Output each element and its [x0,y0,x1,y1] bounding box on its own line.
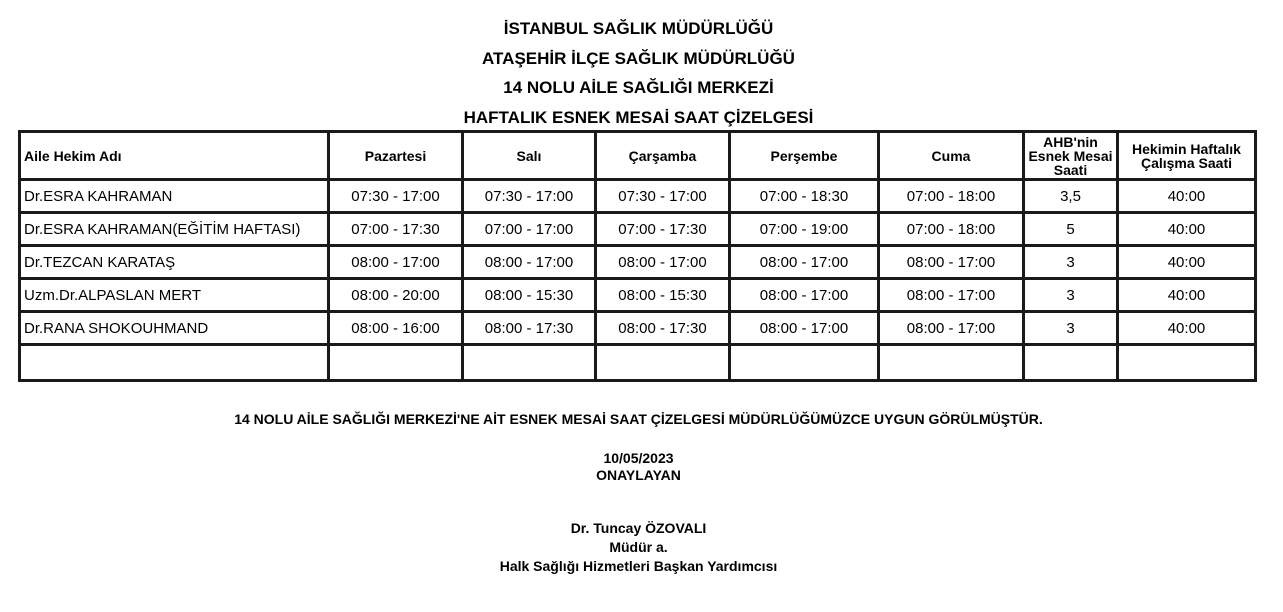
table-row [21,181,1254,214]
friday-hours-cell: 07:00 - 18:00 [880,181,1025,214]
tuesday-hours-cell: 07:00 - 17:00 [464,214,597,247]
thursday-hours-cell: 08:00 - 17:00 [731,280,880,313]
monday-hours-cell: 07:30 - 17:00 [330,181,464,214]
monday-hours-cell: 07:00 - 17:30 [330,214,464,247]
column-header-friday: Cuma [880,133,1025,181]
wednesday-hours-cell: 08:00 - 17:30 [597,313,731,346]
tuesday-hours-cell: 08:00 - 17:00 [464,247,597,280]
signer-position: Halk Sağlığı Hizmetleri Başkan Yardımcısı [499,558,778,574]
empty-cell [597,346,731,379]
empty-cell [731,346,880,379]
empty-cell [330,346,464,379]
column-header-weekly-hours: Hekimin Haftalık Çalışma Saati [1119,133,1254,181]
column-header-thursday: Perşembe [731,133,880,181]
document-header [0,14,1277,132]
column-header-doctor-name: Aile Hekim Adı [21,133,330,181]
flex-hours-cell: 3,5 [1025,181,1119,214]
table-row [21,214,1254,247]
empty-cell [1119,346,1254,379]
table-row-empty [21,346,1254,379]
friday-hours-cell: 08:00 - 17:00 [880,313,1025,346]
thursday-hours-cell: 08:00 - 17:00 [731,313,880,346]
thursday-hours-cell: 07:00 - 19:00 [731,214,880,247]
friday-hours-cell: 08:00 - 17:00 [880,280,1025,313]
table-row [21,247,1254,280]
weekly-hours-cell: 40:00 [1119,247,1254,280]
weekly-hours-cell: 40:00 [1119,280,1254,313]
column-header-wednesday: Çarşamba [597,133,731,181]
tuesday-hours-cell: 07:30 - 17:00 [464,181,597,214]
weekly-hours-cell: 40:00 [1119,181,1254,214]
table-row [21,280,1254,313]
flex-hours-cell: 5 [1025,214,1119,247]
weekly-hours-cell: 40:00 [1119,214,1254,247]
empty-cell [464,346,597,379]
empty-cell [21,346,330,379]
monday-hours-cell: 08:00 - 16:00 [330,313,464,346]
doctor-name-cell: Dr.ESRA KAHRAMAN(EĞİTİM HAFTASI) [21,214,330,247]
column-header-monday: Pazartesi [330,133,464,181]
wednesday-hours-cell: 07:00 - 17:30 [597,214,731,247]
friday-hours-cell: 07:00 - 18:00 [880,214,1025,247]
doctor-name-cell: Dr.ESRA KAHRAMAN [21,181,330,214]
tuesday-hours-cell: 08:00 - 17:30 [464,313,597,346]
approval-label: ONAYLAYAN [596,467,681,483]
weekly-hours-cell: 40:00 [1119,313,1254,346]
signer-title: Müdür a. [609,539,668,555]
empty-cell [1025,346,1119,379]
column-header-tuesday: Salı [464,133,597,181]
approval-date: 10/05/2023 [603,450,674,466]
wednesday-hours-cell: 07:30 - 17:00 [597,181,731,214]
thursday-hours-cell: 08:00 - 17:00 [731,247,880,280]
flex-hours-cell: 3 [1025,247,1119,280]
header-title-district: ATAŞEHİR İLÇE SAĞLIK MÜDÜRLÜĞÜ [482,48,795,68]
table-row [21,313,1254,346]
doctor-name-cell: Dr.TEZCAN KARATAŞ [21,247,330,280]
thursday-hours-cell: 07:00 - 18:30 [731,181,880,214]
signer-name: Dr. Tuncay ÖZOVALI [570,520,707,536]
empty-cell [880,346,1025,379]
header-title-province: İSTANBUL SAĞLIK MÜDÜRLÜĞÜ [503,19,774,38]
flex-hours-cell: 3 [1025,280,1119,313]
monday-hours-cell: 08:00 - 20:00 [330,280,464,313]
schedule-table [18,130,1257,382]
flex-hours-cell: 3 [1025,313,1119,346]
approval-note: 14 NOLU AİLE SAĞLIĞI MERKEZİ'NE AİT ESNEK MESAİ SAAT ÇİZELGESİ MÜDÜRLÜĞÜMÜZCE UYGUN GÖRÜLMÜŞTÜR. [234,411,1043,427]
header-title-center: 14 NOLU AİLE SAĞLIĞI MERKEZİ [503,78,774,97]
column-header-flex-hours: AHB'nin Esnek Mesai Saati [1025,133,1119,181]
doctor-name-cell: Uzm.Dr.ALPASLAN MERT [21,280,330,313]
tuesday-hours-cell: 08:00 - 15:30 [464,280,597,313]
wednesday-hours-cell: 08:00 - 17:00 [597,247,731,280]
friday-hours-cell: 08:00 - 17:00 [880,247,1025,280]
doctor-name-cell: Dr.RANA SHOKOUHMAND [21,313,330,346]
table-header-row [21,133,1254,181]
header-title-schedule: HAFTALIK ESNEK MESAİ SAAT ÇİZELGESİ [463,107,814,127]
wednesday-hours-cell: 08:00 - 15:30 [597,280,731,313]
monday-hours-cell: 08:00 - 17:00 [330,247,464,280]
